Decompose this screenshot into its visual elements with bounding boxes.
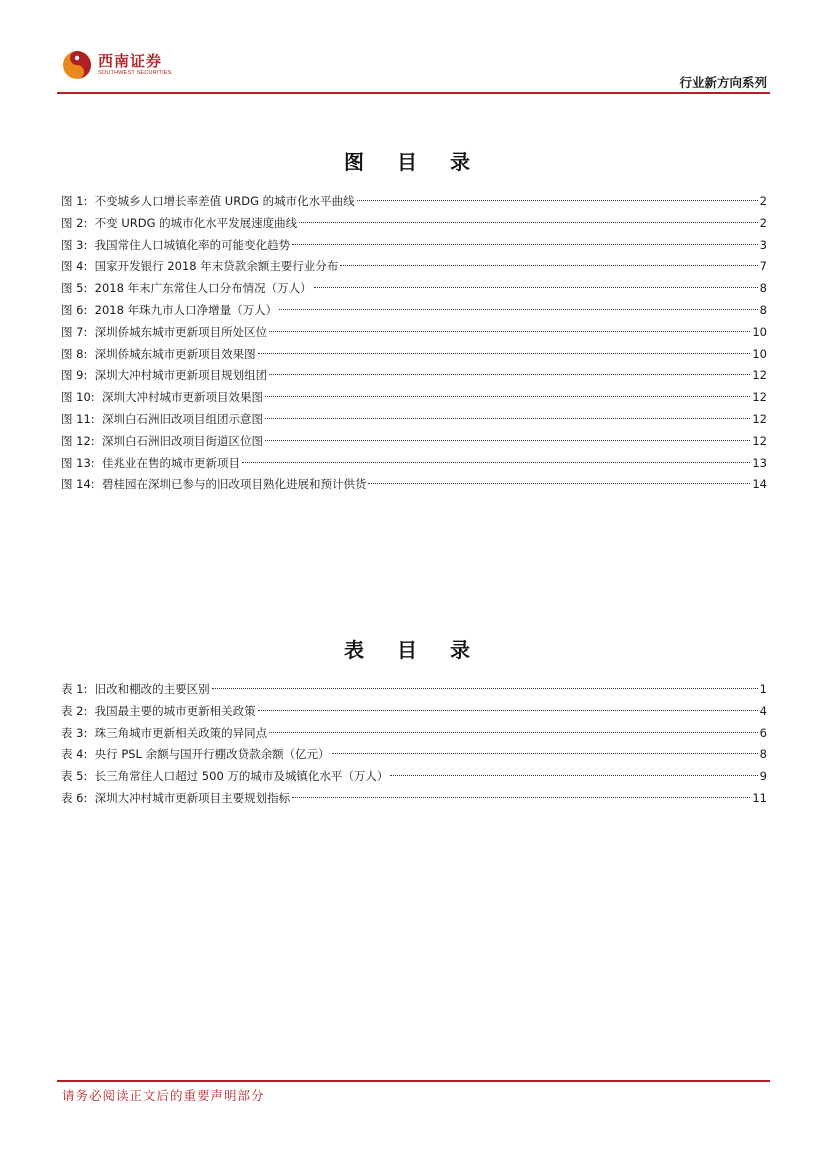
- toc-dot-leader: [242, 462, 750, 463]
- toc-entry-label: 图 5: 2018 年末广东常住人口分布情况（万人）: [61, 281, 312, 296]
- toc-entry-label: 表 6: 深圳大冲村城市更新项目主要规划指标: [61, 790, 291, 805]
- toc-entry-label: 表 4: 央行 PSL 余额与国开行棚改贷款余额（亿元）: [61, 747, 330, 762]
- toc-page-number: 12: [752, 390, 767, 405]
- tables-toc: [61, 679, 767, 810]
- footer-divider: [57, 1080, 770, 1082]
- toc-dot-leader: [299, 222, 758, 223]
- toc-entry[interactable]: [61, 213, 767, 235]
- logo-chinese-name: 西南证券: [98, 52, 163, 70]
- toc-entry-label: 图 12: 深圳白石洲旧改项目街道区位图: [61, 433, 263, 448]
- toc-dot-leader: [265, 396, 750, 397]
- toc-dot-leader: [390, 775, 757, 776]
- company-logo: [62, 50, 172, 80]
- toc-page-number: 8: [759, 302, 767, 317]
- toc-dot-leader: [258, 353, 751, 354]
- figures-toc-title: 图 目 录: [344, 150, 483, 174]
- toc-dot-leader: [265, 440, 750, 441]
- toc-entry[interactable]: [61, 191, 767, 213]
- toc-entry[interactable]: [61, 474, 767, 496]
- toc-dot-leader: [265, 418, 750, 419]
- toc-entry[interactable]: [61, 766, 767, 788]
- toc-entry-label: 图 6: 2018 年珠九市人口净增量（万人）: [61, 302, 278, 317]
- toc-page-number: 8: [759, 747, 767, 762]
- toc-entry[interactable]: [61, 278, 767, 300]
- toc-entry[interactable]: [61, 723, 767, 745]
- toc-entry-label: 图 8: 深圳侨城东城市更新项目效果图: [61, 346, 256, 361]
- toc-entry[interactable]: [61, 744, 767, 766]
- toc-entry[interactable]: [61, 235, 767, 257]
- toc-dot-leader: [368, 483, 750, 484]
- logo-english-name: SOUTHWEST SECURITIES: [98, 70, 172, 76]
- toc-entry[interactable]: [61, 701, 767, 723]
- toc-entry-label: 图 10: 深圳大冲村城市更新项目效果图: [61, 390, 263, 405]
- toc-entry[interactable]: [61, 300, 767, 322]
- toc-page-number: 8: [759, 281, 767, 296]
- toc-entry-label: 图 1: 不变城乡人口增长率差值 URDG 的城市化水平曲线: [61, 194, 355, 208]
- toc-entry[interactable]: [61, 256, 767, 278]
- toc-dot-leader: [258, 710, 758, 711]
- toc-entry[interactable]: [61, 679, 767, 701]
- header-divider: [57, 92, 770, 94]
- toc-entry[interactable]: [61, 453, 767, 475]
- toc-entry-label: 图 4: 国家开发银行 2018 年末贷款余额主要行业分布: [61, 259, 339, 274]
- toc-page-number: 12: [752, 368, 767, 383]
- toc-page-number: 1: [759, 682, 767, 696]
- toc-dot-leader: [269, 331, 750, 332]
- toc-entry[interactable]: [61, 322, 767, 344]
- toc-page-number: 3: [759, 237, 767, 252]
- tables-toc-title: 表 目 录: [344, 638, 483, 662]
- toc-entry-label: 图 2: 不变 URDG 的城市化水平发展速度曲线: [61, 215, 298, 230]
- toc-dot-leader: [292, 244, 758, 245]
- page-header: [0, 0, 827, 96]
- toc-page-number: 7: [759, 259, 767, 274]
- toc-entry-label: 表 2: 我国最主要的城市更新相关政策: [61, 703, 256, 718]
- southwest-securities-logo-icon: [62, 50, 92, 80]
- disclaimer-note: 请务必阅读正文后的重要声明部分: [62, 1088, 265, 1103]
- toc-entry[interactable]: [61, 788, 767, 810]
- toc-entry[interactable]: [61, 344, 767, 366]
- toc-dot-leader: [269, 374, 750, 375]
- toc-entry-label: 图 13: 佳兆业在售的城市更新项目: [61, 455, 240, 470]
- toc-entry-label: 图 14: 碧桂园在深圳已参与的旧改项目熟化进展和预计供货: [61, 477, 367, 492]
- toc-entry-label: 图 11: 深圳白石洲旧改项目组团示意图: [61, 411, 263, 426]
- toc-dot-leader: [292, 797, 750, 798]
- figures-toc: [61, 191, 767, 496]
- toc-dot-leader: [340, 265, 757, 266]
- toc-entry-label: 表 5: 长三角常住人口超过 500 万的城市及城镇化水平（万人）: [61, 769, 389, 784]
- toc-page-number: 14: [752, 477, 767, 492]
- toc-page-number: 13: [752, 455, 767, 470]
- toc-entry-label: 图 9: 深圳大冲村城市更新项目规划组团: [61, 368, 268, 383]
- toc-dot-leader: [212, 688, 758, 689]
- toc-entry[interactable]: [61, 431, 767, 453]
- toc-page-number: 9: [759, 769, 767, 784]
- toc-entry[interactable]: [61, 365, 767, 387]
- toc-page-number: 11: [752, 790, 767, 805]
- toc-page-number: 6: [759, 725, 767, 740]
- toc-page-number: 10: [752, 324, 767, 339]
- toc-dot-leader: [279, 309, 758, 310]
- toc-entry-label: 表 3: 珠三角城市更新相关政策的异同点: [61, 725, 268, 740]
- toc-page-number: 12: [752, 411, 767, 426]
- toc-entry-label: 图 3: 我国常住人口城镇化率的可能变化趋势: [61, 237, 291, 252]
- toc-page-number: 2: [759, 215, 767, 230]
- toc-dot-leader: [314, 287, 758, 288]
- toc-entry[interactable]: [61, 387, 767, 409]
- toc-page-number: 4: [759, 703, 767, 718]
- toc-page-number: 2: [759, 194, 767, 208]
- toc-dot-leader: [357, 200, 758, 201]
- toc-page-number: 10: [752, 346, 767, 361]
- toc-entry[interactable]: [61, 409, 767, 431]
- toc-entry-label: 表 1: 旧改和棚改的主要区别: [61, 682, 210, 696]
- toc-dot-leader: [332, 753, 758, 754]
- toc-page-number: 12: [752, 433, 767, 448]
- report-series: 行业新方向系列: [679, 75, 767, 90]
- toc-dot-leader: [269, 732, 758, 733]
- toc-entry-label: 图 7: 深圳侨城东城市更新项目所处区位: [61, 324, 268, 339]
